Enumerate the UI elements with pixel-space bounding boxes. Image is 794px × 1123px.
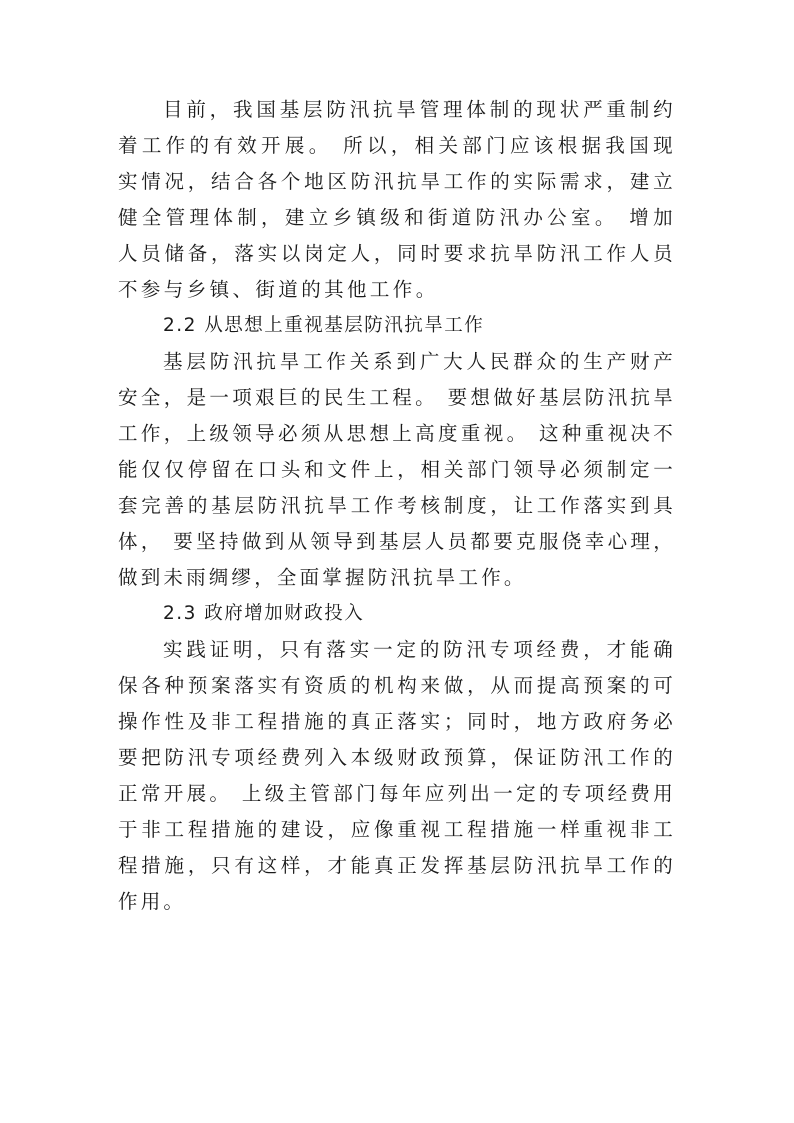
paragraph-financial-investment: 实践证明，只有落实一定的防汛专项经费，才能确保各种预案落实有资质的机构来做，从而提高预案的可操作性及非工程措施的真正落实；同时，地方政府务必要把防汛专项经费列入本级财政预算，保证防汛工作的正常开展。 上级主管部门每年应列出一定的专项经费用于非工程措施的建设，应像重视工程措施一样重视非工程措施，只有这样，才能真正发挥基层防汛抗旱工作的作用。: [118, 638, 676, 913]
section-heading-2-2: 2.2 从思想上重视基层防汛抗旱工作: [163, 315, 485, 336]
paragraph-ideological-emphasis: 基层防汛抗旱工作关系到广大人民群众的生产财产安全，是一项艰巨的民生工程。 要想做好基层防汛抗旱工作，上级领导必须从思想上高度重视。 这种重视决不能仅仅停留在口头和文件上，相关部门领导必须制定一套完善的基层防汛抗旱工作考核制度，让工作落实到具体， 要坚持做到从领导到基层人员都要克服侥幸心理，做到未雨绸缪，全面掌握防汛抗旱工作。: [118, 350, 676, 589]
document-body: [118, 92, 676, 920]
paragraph-management-system: 目前，我国基层防汛抗旱管理体制的现状严重制约着工作的有效开展。 所以，相关部门应该根据我国现实情况，结合各个地区防汛抗旱工作的实际需求，建立健全管理体制，建立乡镇级和街道防汛办公室。 增加人员储备，落实以岗定人，同时要求抗旱防汛工作人员不参与乡镇、街道的其他工作。: [118, 98, 676, 301]
section-heading-2-3: 2.3 政府增加财政投入: [163, 603, 365, 624]
